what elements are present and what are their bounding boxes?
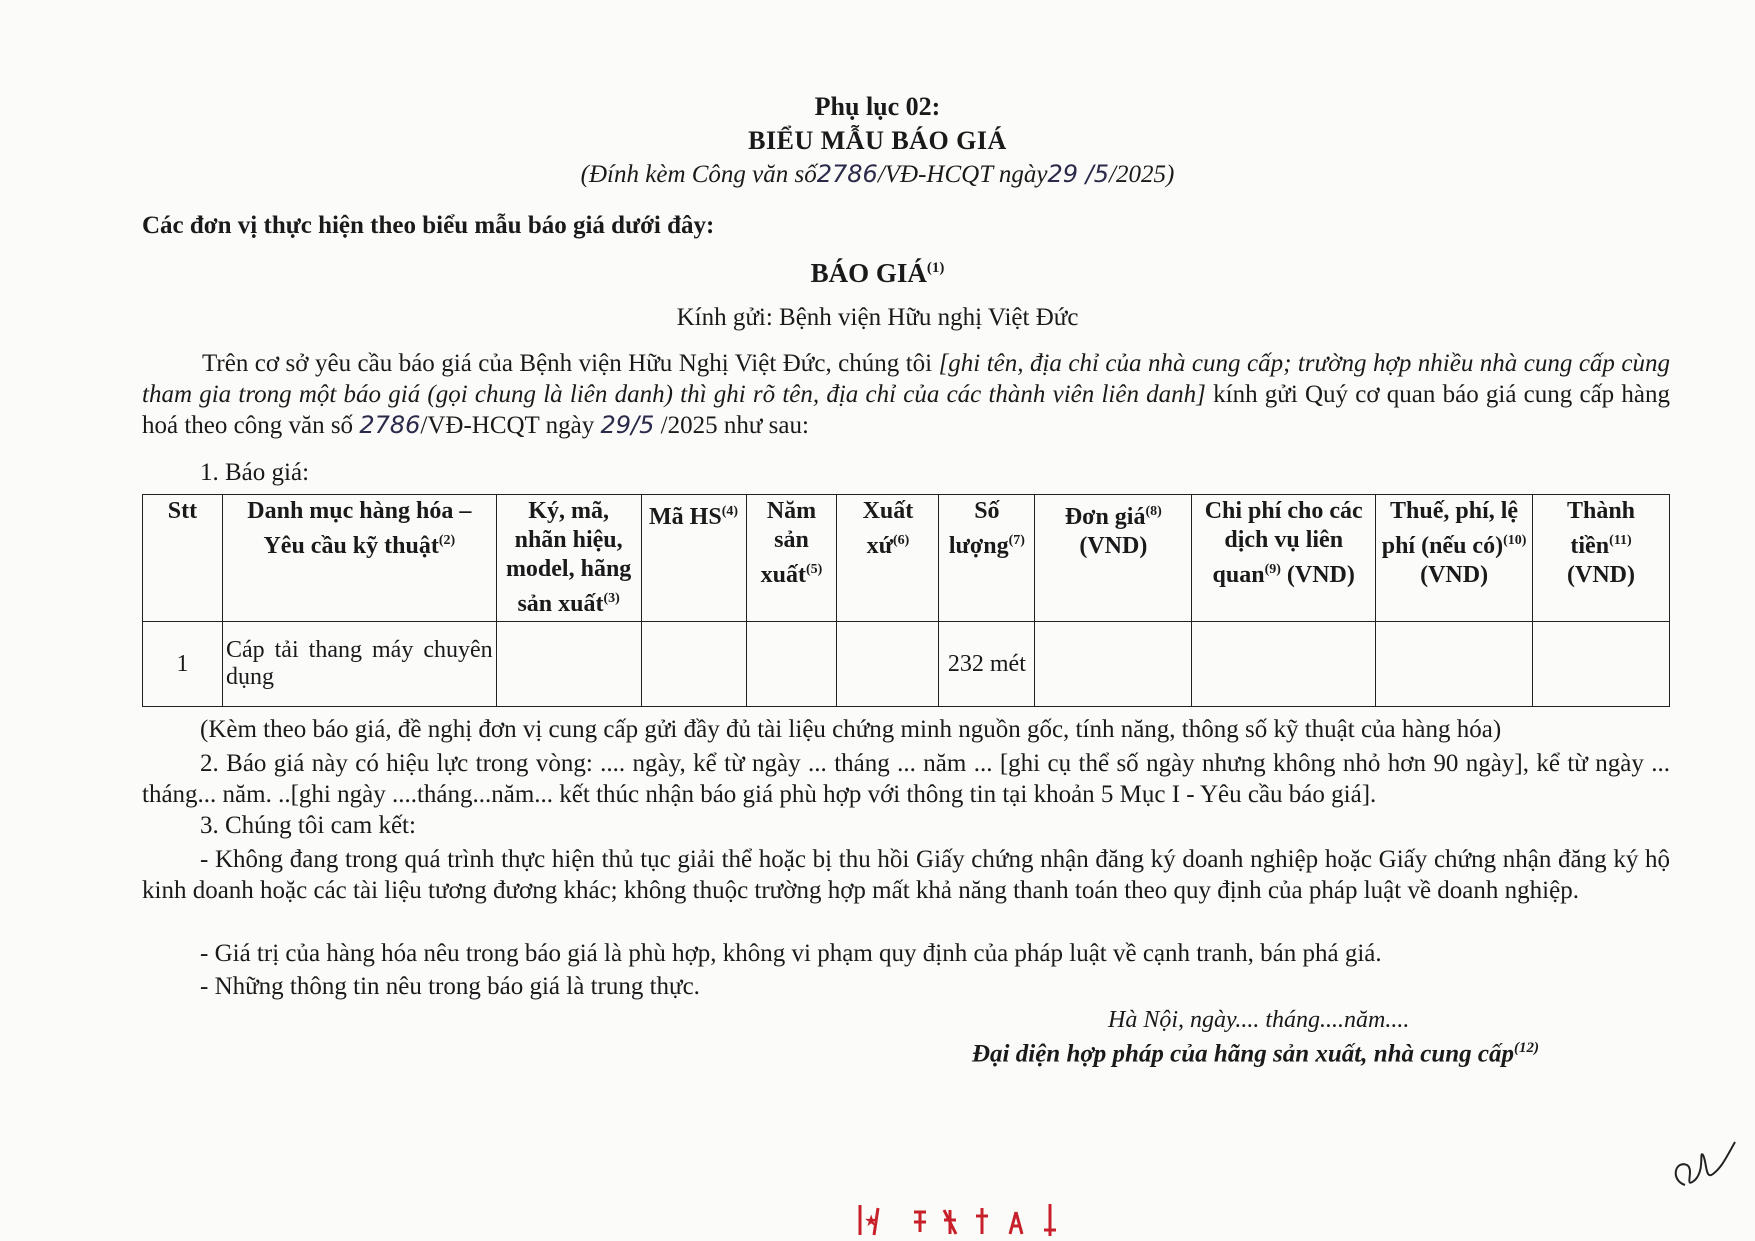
place-date: Hà Nội, ngày.... tháng....năm.... bbox=[1108, 1007, 1410, 1033]
svg-text:★: ★ bbox=[864, 1211, 879, 1230]
commitment-3: - Những thông tin nêu trong báo giá là trung thực. bbox=[200, 973, 700, 1000]
intro-italic: [ghi tên, địa chỉ của nhà cung cấp; trường hợp nhiều nhà cung cấp cùng tham gia trong một báo giá (gọi chung là liên danh) thì ghi rõ tên, địa chỉ của các thành viên liên danh] bbox=[142, 350, 1670, 408]
intro-handwritten-date: 29/5 bbox=[600, 411, 655, 439]
representative-text: Đại diện hợp pháp của hãng sản xuất, nhà cung cấp bbox=[972, 1040, 1515, 1068]
handwritten-doc-number: 2786 bbox=[816, 160, 878, 188]
header-brand: Ký, mã, nhãn hiệu, model, hãng sản xuất$^{(3)}$ bbox=[496, 495, 641, 622]
form-title: BIỂU MẪU BÁO GIÁ bbox=[748, 126, 1007, 155]
section-3-label: 3. Chúng tôi cam kết: bbox=[200, 812, 416, 839]
header-origin: Xuất xứ$^{(6)}$ bbox=[837, 495, 939, 622]
representative-line bbox=[972, 1040, 1539, 1068]
intro-part-4: /2025 như sau: bbox=[654, 412, 809, 439]
section-2-validity: 2. Báo giá này có hiệu lực trong vòng: .... ngày, kể từ ngày ... tháng ... năm ... [ghi cụ thể số ngày nhưng không nhỏ hơn 90 ngày], kể từ ngày ... tháng... năm. ..[ghi ngày ....tháng...năm... kết thúc nhận báo giá phù hợp với thông tin tại khoản 5 Mục I - Yêu cầu báo giá]. bbox=[142, 750, 1670, 808]
table-row bbox=[143, 622, 1670, 707]
cell-hs bbox=[641, 622, 746, 707]
attach-mid: /VĐ-HCQT ngày bbox=[877, 161, 1048, 188]
quote-title-text: BÁO GIÁ bbox=[810, 258, 927, 288]
header-stt: Stt bbox=[143, 495, 223, 622]
header-year: Năm sản xuất$^{(5)}$ bbox=[746, 495, 837, 622]
quote-title-note: (1) bbox=[926, 260, 945, 276]
section-1-label: 1. Báo giá: bbox=[200, 459, 310, 486]
intro-part-2: kính gửi Quý cơ quan báo giá cung cấp hàng hoá theo công văn số bbox=[142, 381, 1670, 439]
header-item: Danh mục hàng hóa – Yêu cầu kỹ thuật$^{(2)}$ bbox=[222, 495, 496, 622]
intro-part-3: /VĐ-HCQT ngày bbox=[420, 412, 601, 439]
cell-services bbox=[1192, 622, 1376, 707]
intro-part-1: Trên cơ sở yêu cầu báo giá của Bệnh viện Hữu Nghị Việt Đức, chúng tôi bbox=[202, 350, 939, 377]
intro-paragraph bbox=[142, 348, 1670, 441]
attachment-note: (Kèm theo báo giá, đề nghị đơn vị cung cấp gửi đầy đủ tài liệu chứng minh nguồn gốc, tính năng, thông số kỹ thuật của hàng hóa) bbox=[200, 716, 1502, 743]
attach-suffix: /2025) bbox=[1109, 161, 1175, 188]
header-quantity: Số lượng$^{(7)}$ bbox=[939, 495, 1035, 622]
cell-origin bbox=[837, 622, 939, 707]
cell-brand bbox=[496, 622, 641, 707]
cell-item: Cáp tải thang máy chuyên dụng bbox=[222, 622, 496, 707]
intro-handwritten-number: 2786 bbox=[359, 411, 421, 439]
cell-stt: 1 bbox=[143, 622, 223, 707]
cell-quantity: 232 mét bbox=[939, 622, 1035, 707]
attach-prefix: (Đính kèm Công văn số bbox=[580, 161, 817, 188]
header-services: Chi phí cho các dịch vụ liên quan$^{(9)}$ (VND) bbox=[1192, 495, 1376, 622]
cell-total bbox=[1533, 622, 1670, 707]
attachment-line bbox=[0, 160, 1755, 189]
header-total: Thành tiền$^{(11)}$ (VND) bbox=[1533, 495, 1670, 622]
instruction-text: Các đơn vị thực hiện theo biểu mẫu báo giá dưới đây: bbox=[142, 212, 715, 239]
header-hs-code: Mã HS$^{(4)}$ bbox=[641, 495, 746, 622]
cell-unit-price bbox=[1035, 622, 1192, 707]
table-header-row bbox=[143, 495, 1670, 622]
commitment-1: - Không đang trong quá trình thực hiện thủ tục giải thể hoặc bị thu hồi Giấy chứng nhận đăng ký doanh nghiệp hoặc Giấy chứng nhận đăng ký hộ kinh doanh hoặc các tài liệu tương đương khác; không thuộc trường hợp mất khả năng thanh toán theo quy định của pháp luật về doanh nghiệp. bbox=[142, 846, 1670, 904]
quotation-table bbox=[142, 494, 1670, 707]
handwritten-initials-icon bbox=[1665, 1130, 1745, 1200]
commitment-2: - Giá trị của hàng hóa nêu trong báo giá là phù hợp, không vi phạm quy định của pháp luật về cạnh tranh, bán phá giá. bbox=[200, 940, 1382, 967]
recipient-line: Kính gửi: Bệnh viện Hữu nghị Việt Đức bbox=[676, 304, 1079, 331]
cell-tax bbox=[1376, 622, 1533, 707]
header-unit-price: Đơn giá$^{(8)}$ (VND) bbox=[1035, 495, 1192, 622]
appendix-label: Phụ lục 02: bbox=[814, 92, 941, 121]
quote-title bbox=[0, 258, 1755, 289]
handwritten-date: 29 /5 bbox=[1047, 160, 1110, 188]
cell-year bbox=[746, 622, 837, 707]
red-stamp-icon bbox=[850, 1190, 1070, 1241]
representative-note: (12) bbox=[1514, 1040, 1540, 1056]
header-tax: Thuế, phí, lệ phí (nếu có)$^{(10)}$ (VND) bbox=[1376, 495, 1533, 622]
